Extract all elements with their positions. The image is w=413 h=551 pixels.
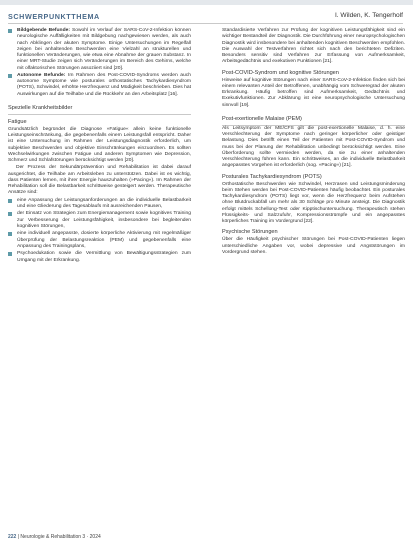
- paragraph: Der Prozess der Sekundärprävention und Rehabilitation ist dabei darauf ausgerichtet, die Teilhabe am Arbeitsleben zu unterstützen. Dabei ist es wichtig, dass Patienten lernen, mit ihrer Energie hauszuhalten (»Pacing«). Im Rahmen der Rehabilitation soll die Belastbarkeit schrittweise gesteigert werden. Therapeutische Ansätze sind:: [8, 165, 191, 196]
- subsection-heading-fatigue: Fatigue: [8, 118, 27, 125]
- subsection-heading: Psychische Störungen: [222, 229, 278, 236]
- list-item: [8, 211, 191, 230]
- bullet-lead: Autonome Befunde:: [17, 72, 66, 78]
- section-label: SCHWERPUNKTTHEMA: [8, 12, 100, 21]
- list-item: [8, 198, 191, 211]
- bullet-square-icon: [8, 252, 12, 256]
- subsection-heading: Posturales Tachykardiesyndrom (POTS): [222, 173, 322, 180]
- left-column: [8, 28, 191, 265]
- bullet-square-icon: [8, 29, 12, 33]
- list-item-text: eine Anpassung der Leistungsanforderungen an die individuelle Belastbarkeit und eine Gliederung des Tagesablaufs mit ausreichenden Pausen,: [17, 197, 191, 209]
- header-bar: [0, 0, 413, 5]
- paragraph: Standardisierte Verfahren zur Prüfung der kognitiven Leistungsfähigkeit sind ein wichtiger Bestandteil der Diagnostik. Die Durchführung einer neuropsychologischen Diagnostik wird insbesondere bei anhaltenden kognitiven Beschwerden empfohlen. Die Auswahl der Testverfahren richtet sich nach den berichteten Defiziten. Besonders sensitiv sind Verfahren zur Erfassung von Aufmerksamkeit, Arbeitsgedächtnis und exekutiven Funktionen [21].: [222, 28, 405, 65]
- bullet-square-icon: [8, 74, 12, 78]
- footer: [8, 534, 101, 540]
- paragraph: Über die Häufigkeit psychischer Störungen bei Post-COVID-Patienten liegen unterschiedliche Angaben vor, wobei depressive und Angststörungen im Vordergrund stehen.: [222, 237, 405, 255]
- list-item-text: Psychoedukation sowie die Vermittlung von Bewältigungsstrategien zum Umgang mit der Erkrankung.: [17, 251, 191, 263]
- list-item-text: der Einsatz von Strategien zum Energiemanagement sowie kognitives Training zur Verbesserung der Leistungsfähigkeit, insbesondere bei begleitenden kognitiven Störungen,: [17, 211, 191, 229]
- paragraph: Orthostatische Beschwerden wie Schwindel, Herzrasen und Leistungsminderung beim Stehen werden bei Post-COVID-Patienten häufig beobachtet. Ein posturales Tachykardiesyndrom (POTS) liegt vor, wenn die Herzfrequenz beim Aufstehen ohne Blutdruckabfall um mehr als 30 Schläge pro Minute ansteigt. Die Diagnostik erfolgt mittels Schellong-Test oder Kipptischuntersuchung. Therapeutisch stehen Flüssigkeits- und Salzzufuhr, Kompressionsstrümpfe und ein angepasstes körperliches Training im Vordergrund [22].: [222, 181, 405, 224]
- bullet-lead: Bildgebende Befunde:: [17, 28, 70, 33]
- section-heading: Spezielle Krankheitsbilder: [8, 105, 191, 115]
- subsection-heading: Post-COVID-Syndrom und kognitive Störungen: [222, 69, 339, 76]
- paragraph: Hinweise auf kognitive Störungen nach einer SARS-CoV-2-Infektion finden sich bei einem relevanten Anteil der Betroffenen, unabhängig vom Schweregrad der akuten Erkrankung. Häufig betroffen sind Aufmerksamkeit, Gedächtnis und Exekutivfunktionen. Zur Abklärung ist eine neuropsychologische Untersuchung sinnvoll [19].: [222, 77, 405, 108]
- bullet-text: Im Rahmen des Post-COVID-Syndroms werden auch autonome Symptome wie posturales orthostatisches Tachykardiesyndrom (POTS), Schwindel, erhöhte Herzfrequenz und Müdigkeit beschrieben. Dies hat Auswirkungen auf die Teilhabe und die Rückkehr an den Arbeitsplatz [16].: [17, 72, 191, 97]
- list-item-text: eine individuell angepasste, dosierte körperliche Aktivierung mit regelmäßiger Überprüfung der Belastungsreaktion (PEM) und gegebenenfalls eine Anpassung des Trainingsplans,: [17, 231, 191, 249]
- paragraph: Grundsätzlich begründet die Diagnose »Fatigue« allein keine funktionelle Leistungseinschränkung, die gegebenenfalls einem Leistungsfall entspricht. Daher ist eine Untersuchung im Rahmen der Leistungsdiagnostik erforderlich, um subjektive Beschwerden und objektive Einschränkungen einzuordnen. Es sollten Wechselwirkungen zwischen Fatigue und anderen Symptomen wie Depression, Schmerz und Schlafstörungen berücksichtigt werden [20].: [8, 126, 191, 164]
- list-item: [8, 251, 191, 264]
- bullet-square-icon: [8, 199, 12, 203]
- bullet-imaging: [8, 28, 191, 72]
- journal-name: | Neurologie & Rehabilitation 3 · 2024: [17, 534, 101, 540]
- page-number: 222: [8, 534, 17, 540]
- right-column: [222, 28, 405, 257]
- bullet-square-icon: [8, 212, 12, 216]
- authors: I. Wilden, K. Tengerholf: [334, 12, 403, 19]
- bullet-text: Sowohl im Verlauf der SARS-CoV-2-Infektion können neurologische Auffälligkeiten mit Bildgebung nachgewiesen werden, als auch nach Abklingen der akuten Symptome. Einige Untersuchungen im Regelfall zeigen bei anhaltenden Beschwerden eine Vielzahl an strukturellen und funktionellen Veränderungen, wie etwa eine Abnahme der grauen Substanz. In einer MRT-Studie zeigen sich Veränderungen im Bereich des Gehirns, welche mit olfaktorischen Störungen assoziiert sind [20].: [17, 28, 191, 71]
- section-heading: Post-exertionelle Malaise (PEM): [222, 116, 405, 126]
- bullet-autonomic: [8, 73, 191, 98]
- list-item: [8, 231, 191, 250]
- bullet-square-icon: [8, 232, 12, 236]
- header-rule: [8, 23, 403, 24]
- paragraph: Als Leitsymptom der ME/CFS gilt die post-exertionelle Malaise, d. h. eine Verschlechterung der Symptome nach geringer körperlicher oder geistiger Belastung. Dies betrifft einen Teil der Patienten mit Post-COVID-Syndrom und muss bei der Planung der Rehabilitation unbedingt berücksichtigt werden. Eine Überforderung sollte vermieden werden, da sie zu einer anhaltenden Verschlechterung führen kann. Ein schrittweises, an die individuelle Belastbarkeit angepasstes Vorgehen ist erforderlich (sog. »Pacing«) [21].: [222, 125, 405, 169]
